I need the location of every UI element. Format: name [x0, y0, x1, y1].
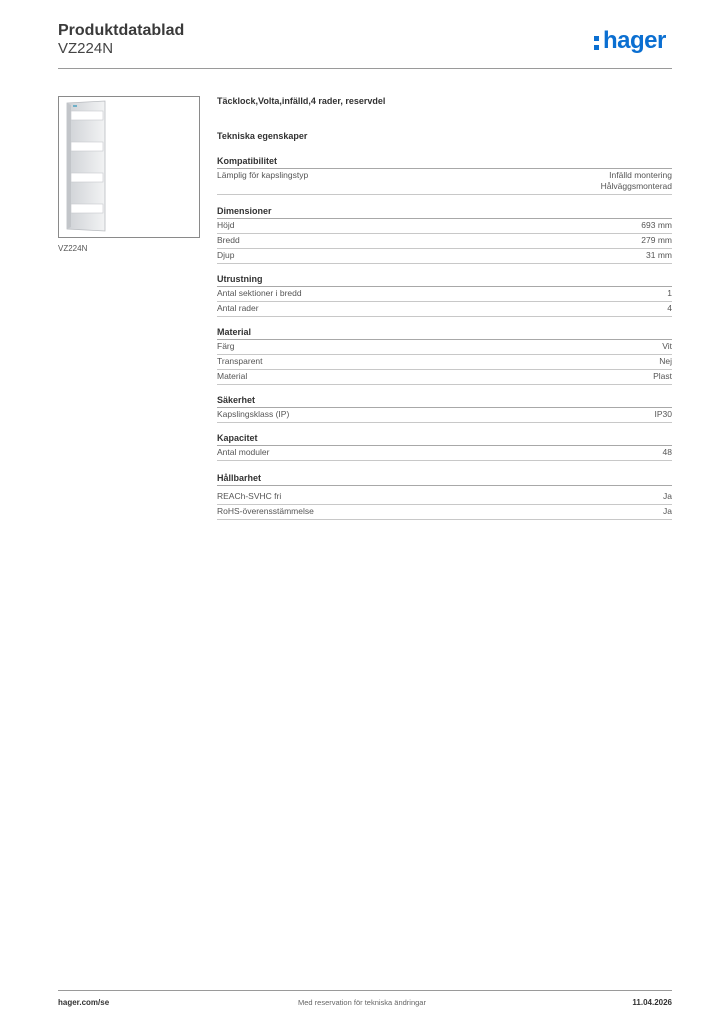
spec-group-sakerhet [217, 394, 672, 423]
row-label: REACh-SVHC fri [217, 491, 282, 501]
page-title: Produktdatablad [58, 22, 185, 39]
table-row [217, 505, 672, 520]
header-divider [58, 68, 672, 69]
spec-group-hallbarhet [217, 472, 672, 520]
footer-divider [58, 990, 672, 991]
group-title: Kapacitet [217, 432, 672, 446]
spec-group-dimensioner [217, 205, 672, 264]
table-row [217, 370, 672, 385]
group-title: Material [217, 326, 672, 340]
row-value: 4 [667, 303, 672, 313]
product-description: Täcklock,Volta,infälld,4 rader, reservdel [217, 96, 386, 106]
footer-date: 11.04.2026 [632, 998, 672, 1007]
row-value [601, 170, 672, 192]
row-value: Vit [662, 341, 672, 351]
group-title: Hållbarhet [217, 472, 672, 486]
row-value: 48 [662, 447, 672, 457]
row-label: Antal sektioner i bredd [217, 288, 302, 298]
table-row [217, 219, 672, 234]
row-value-line: Hålväggsmonterad [600, 181, 672, 191]
row-label: Transparent [217, 356, 263, 366]
table-row [217, 234, 672, 249]
cover-panel-image [59, 97, 199, 237]
table-row [217, 446, 672, 461]
row-value: Ja [663, 491, 672, 501]
table-row [217, 490, 672, 505]
group-title: Kompatibilitet [217, 155, 672, 169]
row-label: Antal rader [217, 303, 259, 313]
row-value: IP30 [654, 409, 672, 419]
table-row [217, 408, 672, 423]
row-label: Lämplig för kapslingstyp [217, 170, 309, 180]
row-value: 1 [667, 288, 672, 298]
row-value: 31 mm [646, 250, 672, 260]
row-label: Antal moduler [217, 447, 270, 457]
product-image-frame [58, 96, 200, 238]
row-value: 279 mm [641, 235, 672, 245]
table-row [217, 302, 672, 317]
spec-group-kompatibilitet [217, 155, 672, 195]
table-row [217, 340, 672, 355]
table-row [217, 355, 672, 370]
group-title: Säkerhet [217, 394, 672, 408]
row-value: Plast [653, 371, 672, 381]
group-title: Utrustning [217, 273, 672, 287]
footer-website-link[interactable]: hager.com/se [58, 998, 110, 1007]
row-label: Höjd [217, 220, 235, 230]
row-label: Djup [217, 250, 235, 260]
row-value-line: Infälld montering [609, 170, 672, 180]
table-row [217, 169, 672, 195]
section-heading: Tekniska egenskaper [217, 131, 308, 141]
logo-dots-icon [594, 36, 600, 54]
row-value: 693 mm [641, 220, 672, 230]
row-value: Ja [663, 506, 672, 516]
spec-group-kapacitet [217, 432, 672, 461]
footer-note: Med reservation för tekniska ändringar [298, 998, 426, 1007]
spec-group-utrustning [217, 273, 672, 317]
row-label: Färg [217, 341, 235, 351]
image-caption: VZ224N [58, 244, 88, 253]
row-label: Material [217, 371, 248, 381]
table-row [217, 249, 672, 264]
table-row [217, 287, 672, 302]
group-title: Dimensioner [217, 205, 672, 219]
row-value: Nej [659, 356, 672, 366]
product-code: VZ224N [58, 40, 114, 57]
row-label: RoHS-överensstämmelse [217, 506, 314, 516]
row-label: Bredd [217, 235, 240, 245]
row-label: Kapslingsklass (IP) [217, 409, 290, 419]
spec-group-material [217, 326, 672, 385]
logo-text: hager [603, 27, 666, 54]
